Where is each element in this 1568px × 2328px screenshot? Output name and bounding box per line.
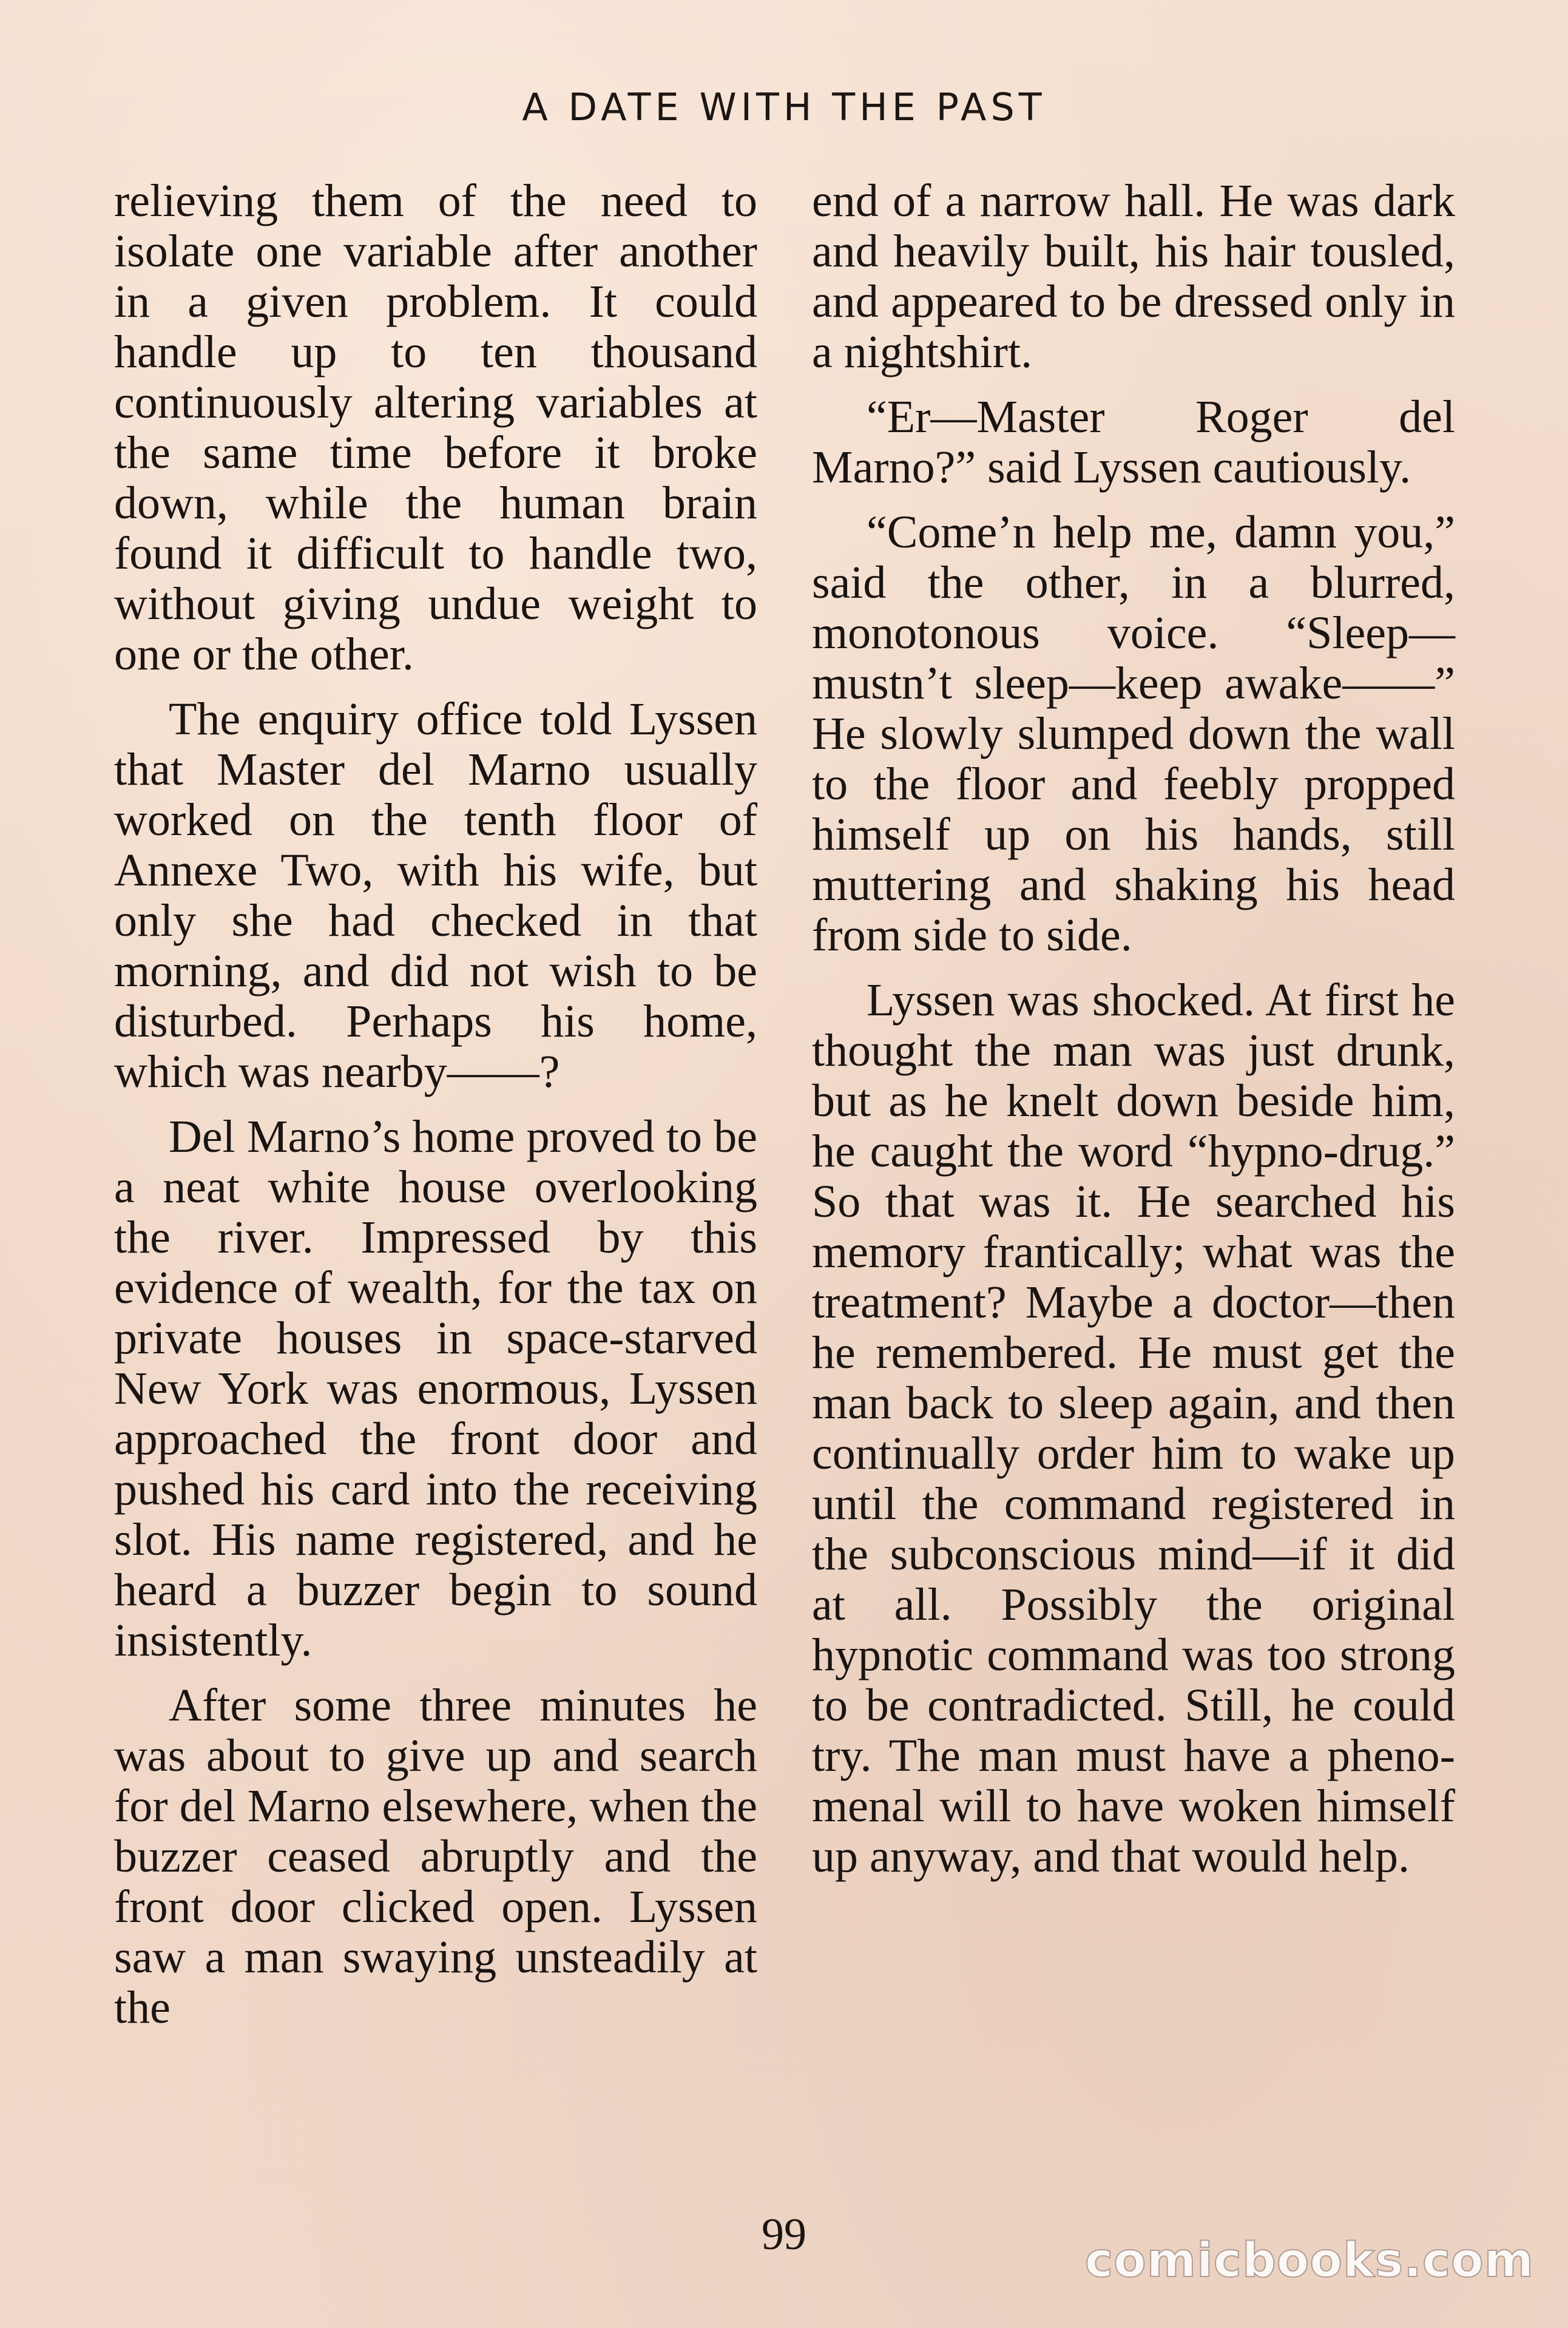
paragraph: After some three minutes he was about to give up and search for del Marno elsewhere, when the buzzer ceased abruptly and the front door clicked open. Lyssen saw a man swaying unsteadily at the [114, 1680, 757, 2033]
paragraph: “Come’n help me, damn you,” said the other, in a blurred, monotonous voice. “Sleep—mustn’t sleep—keep awake——” He slowly slumped down the wall to the floor and feebly propped himself up on his hands, still muttering and shaking his head from side to side. [812, 507, 1455, 961]
page-number: 99 [762, 2210, 806, 2259]
right-text-column [812, 176, 1455, 1897]
paragraph-continued: relieving them of the need to isolate one variable after another in a given problem. It could handle up to ten thousand continuously altering variables at the same time before it broke down, while the human brain found it difficult to handle two, without giving undue weight to one or the other. [114, 175, 757, 680]
paragraph: “Er—Master Roger del Marno?” said Lyssen cautiously. [812, 391, 1455, 493]
paragraph-continued: end of a narrow hall. He was dark and heavily built, his hair tousled, and appeared to be dressed only in a nightshirt. [812, 175, 1455, 377]
paragraph: Del Marno’s home proved to be a neat white house overlooking the river. Impressed by this evidence of wealth, for the tax on private houses in space-starved New York was enormous, Lyssen approached the front door and pushed his card into the receiving slot. His name registered, and he heard a buzzer begin to sound insistently. [114, 1111, 757, 1666]
paragraph: The enquiry office told Lyssen that Master del Marno usually worked on the tenth floor of Annexe Two, with his wife, but only she had checked in that morning, and did not wish to be disturbed. Perhaps his home, which was nearby——? [114, 694, 757, 1097]
paragraph: Lyssen was shocked. At first he thought the man was just drunk, but as he knelt down beside him, he caught the word “hypno-drug.” So that was it. He searched his memory frantically; what was the treatment? Maybe a doctor—then he remembered. He must get the man back to sleep again, and then continually order him to wake up until the command registered in the subconscious mind—if it did at all. Possibly the original hypnotic command was too strong to be contradicted. Still, he could try. The man must have a phenomenal will to have woken himself up anyway, and that would help. [812, 975, 1455, 1882]
watermark-logo: comicbooks.com [1084, 2233, 1534, 2288]
running-head: A DATE WITH THE PAST [522, 85, 1046, 129]
left-text-column [114, 176, 757, 2048]
